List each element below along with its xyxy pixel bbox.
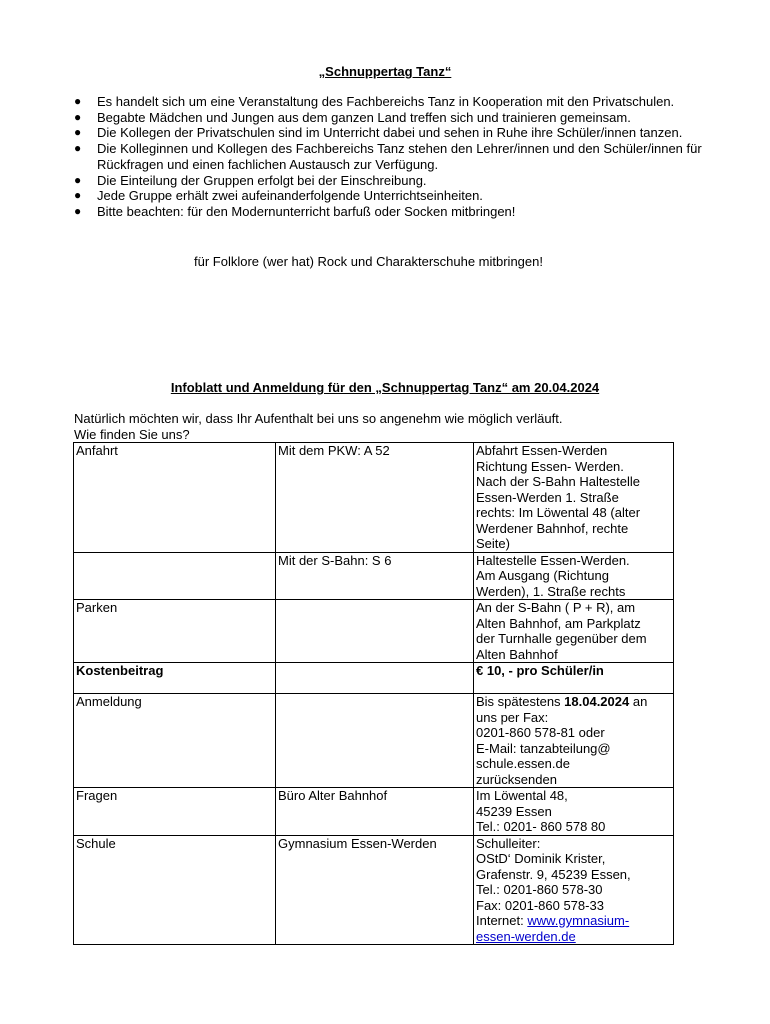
table-row bbox=[74, 835, 674, 945]
list-item: ● Begabte Mädchen und Jungen aus dem ganzen Land treffen sich und trainieren gemeinsam. bbox=[74, 109, 631, 125]
row-label-anfahrt: Anfahrt bbox=[74, 443, 276, 553]
anfahrt-pkw-detail: Abfahrt Essen-Werden Richtung Essen- Werden. Nach der S-Bahn Haltestelle Essen-Werden 1. Straße rechts: Im Löwental 48 (alter Werdener Bahnhof, rechte Seite) bbox=[474, 443, 674, 553]
anfahrt-pkw: Mit dem PKW: A 52 bbox=[276, 443, 474, 553]
info-bullet-list bbox=[72, 94, 702, 220]
info-table bbox=[73, 442, 674, 945]
fragen-place: Büro Alter Bahnhof bbox=[276, 788, 474, 836]
intro-question: Wie finden Sie uns? bbox=[74, 427, 190, 442]
intro-text: Natürlich möchten wir, dass Ihr Aufenthalt bei uns so angenehm wie möglich verläuft. bbox=[74, 411, 563, 426]
list-item: ● Bitte beachten: für den Modernunterricht barfuß oder Socken mitbringen! bbox=[74, 203, 516, 219]
table-row bbox=[74, 788, 674, 836]
kosten-value: € 10, - pro Schüler/in bbox=[474, 663, 674, 694]
row-label-schule: Schule bbox=[74, 835, 276, 945]
row-label-kosten: Kostenbeitrag bbox=[74, 663, 276, 694]
row-label-parken: Parken bbox=[74, 600, 276, 663]
bullet-icon: ● bbox=[74, 125, 82, 140]
schule-detail: Schulleiter: OStD‘ Dominik Krister, Grafenstr. 9, 45239 Essen, Tel.: 0201-860 578-30 Fax: 0201-860 578-33 Internet: www.gymnasium- essen-werden.de bbox=[474, 835, 674, 945]
anfahrt-sbahn-detail: Haltestelle Essen-Werden. Am Ausgang (Richtung Werden), 1. Straße rechts bbox=[474, 552, 674, 600]
bullet-continuation: für Folklore (wer hat) Rock und Charakterschuhe mitbringen! bbox=[194, 254, 543, 269]
bullet-icon: ● bbox=[74, 172, 82, 187]
bullet-icon: ● bbox=[74, 141, 82, 156]
info-title: Infoblatt und Anmeldung für den „Schnuppertag Tanz“ am 20.04.2024 bbox=[170, 380, 600, 395]
school-website-link-cont[interactable]: essen-werden.de bbox=[476, 928, 576, 944]
fragen-detail: Im Löwental 48, 45239 Essen Tel.: 0201- 860 578 80 bbox=[474, 788, 674, 836]
anmeldung-detail: Bis spätestens 18.04.2024 an uns per Fax: 0201-860 578-81 oder E-Mail: tanzabteilung@ schule.essen.de zurücksenden bbox=[474, 694, 674, 788]
table-row bbox=[74, 552, 674, 600]
list-item: ● Die Kolleginnen und Kollegen des Fachbereichs Tanz stehen den Lehrer/innen und den Schüler/innen für Rückfragen und einen fachlichen Austausch zur Verfügung. bbox=[74, 141, 702, 172]
schule-name: Gymnasium Essen-Werden bbox=[276, 835, 474, 945]
anfahrt-sbahn: Mit der S-Bahn: S 6 bbox=[276, 552, 474, 600]
list-item: ● Die Einteilung der Gruppen erfolgt bei der Einschreibung. bbox=[74, 172, 427, 188]
bullet-icon: ● bbox=[74, 94, 82, 108]
page-title: „Schnuppertag Tanz“ bbox=[318, 64, 452, 79]
list-item: ● Jede Gruppe erhält zwei aufeinanderfolgende Unterrichtseinheiten. bbox=[74, 188, 483, 204]
bullet-icon: ● bbox=[74, 203, 82, 218]
table-row bbox=[74, 600, 674, 663]
list-item: ● Die Kollegen der Privatschulen sind im Unterricht dabei und sehen in Ruhe ihre Schüler/innen tanzen. bbox=[74, 125, 683, 141]
row-label-fragen: Fragen bbox=[74, 788, 276, 836]
table-row bbox=[74, 694, 674, 788]
bullet-icon: ● bbox=[74, 109, 82, 124]
table-row bbox=[74, 663, 674, 694]
list-item: ● Es handelt sich um eine Veranstaltung des Fachbereichs Tanz in Kooperation mit den Privatschulen. bbox=[74, 94, 675, 109]
bullet-icon: ● bbox=[74, 188, 82, 203]
parken-detail: An der S-Bahn ( P + R), am Alten Bahnhof, am Parkplatz der Turnhalle gegenüber dem Alten Bahnhof bbox=[474, 600, 674, 663]
row-label-anmeldung: Anmeldung bbox=[74, 694, 276, 788]
school-website-link[interactable]: www.gymnasium- bbox=[527, 913, 630, 928]
table-row bbox=[74, 443, 674, 553]
